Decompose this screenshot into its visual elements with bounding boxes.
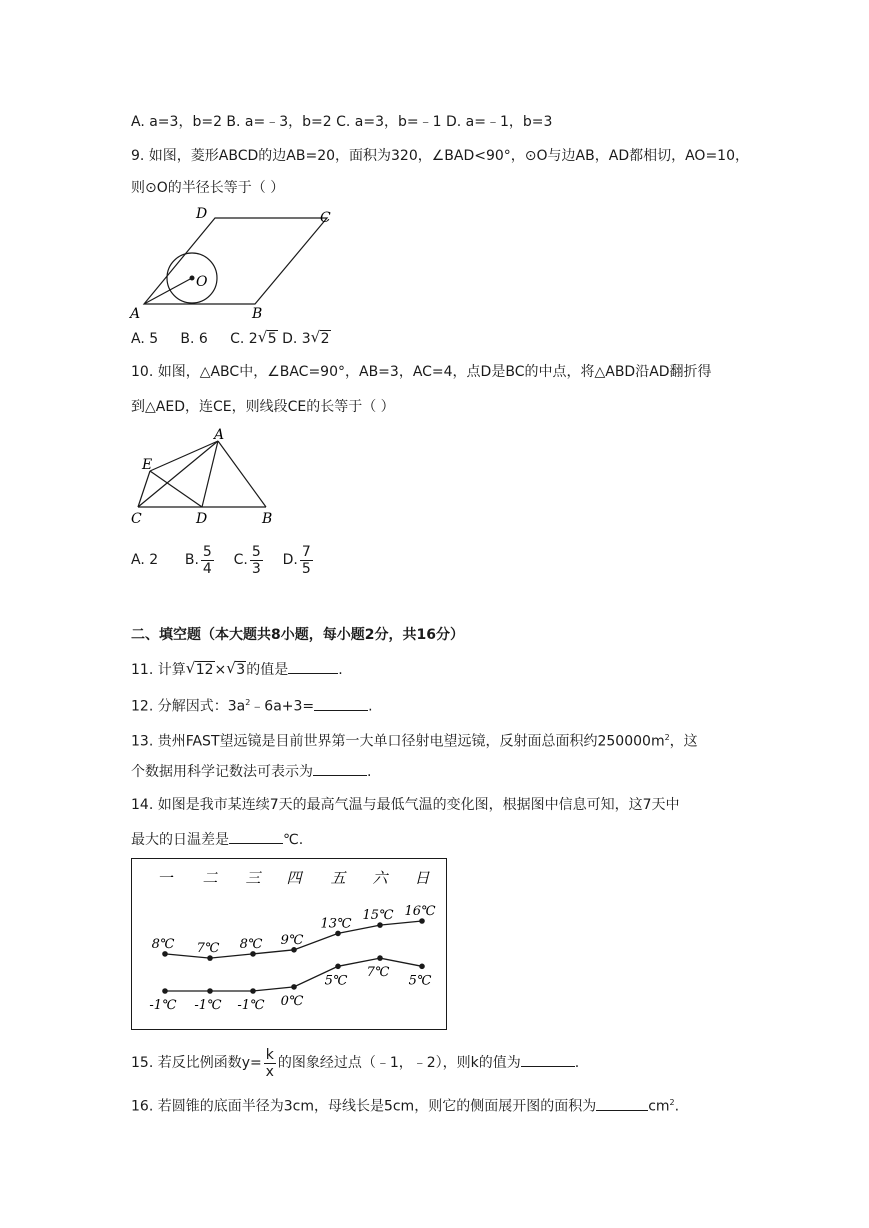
chart-data-label: 5℃ <box>324 973 348 989</box>
q9-label-A: A <box>130 306 141 322</box>
chart-data-label: 7℃ <box>366 965 390 981</box>
chart-point <box>207 955 213 961</box>
chart-day-label: 二 <box>202 869 218 887</box>
q16-answer-blank[interactable] <box>596 1096 648 1111</box>
q10-option-a: A. 2 <box>131 552 159 568</box>
q10-option-d: D. $\frac{7}{5}$ <box>282 543 311 577</box>
chart-data-label: 8℃ <box>151 936 175 952</box>
chart-point <box>250 951 256 957</box>
q10-option-b: B. $\frac{5}{4}$ <box>184 543 212 577</box>
chart-day-label: 四 <box>286 869 302 887</box>
q9-option-b: B. 6 <box>180 331 208 347</box>
chart-data-label: 13℃ <box>320 916 352 932</box>
q9-rhombus-figure <box>128 202 348 322</box>
chart-point <box>335 964 341 970</box>
q13-line1: 13. 贵州FAST望远镜是目前世界第一大单口径射电望远镜，反射面总面积约$250000m^2$，这 <box>131 733 698 750</box>
chart-data-label: 8℃ <box>239 936 263 952</box>
chart-data-label: -1℃ <box>194 998 222 1013</box>
q12-answer-blank[interactable] <box>314 696 368 711</box>
q10-label-A: A <box>214 427 225 443</box>
q10-triangle-figure <box>128 425 288 530</box>
q15: 15. 若反比例函数y= $\frac{k}{x}$ 的图象经过点（﹣1，﹣2），则k的值为 . <box>131 1046 580 1080</box>
temperature-chart <box>131 858 447 1030</box>
chart-day-label: 五 <box>330 869 346 887</box>
q9-label-D: D <box>196 206 208 222</box>
chart-data-label: 15℃ <box>362 908 394 924</box>
q11-answer-blank[interactable] <box>288 659 338 674</box>
temperature-chart-svg <box>132 859 446 1029</box>
chart-data-label: -1℃ <box>237 998 265 1013</box>
chart-point <box>335 931 341 937</box>
q9-options <box>131 329 331 349</box>
chart-point <box>377 955 383 961</box>
q15-answer-blank[interactable] <box>521 1052 575 1067</box>
q10-label-D: D <box>196 511 208 527</box>
q9-option-d: D. 3 √ 2 <box>282 328 330 347</box>
q10-label-B: B <box>262 511 273 527</box>
q12: 12. 分解因式：$3a^2﹣6a+3=$ . <box>131 693 373 717</box>
q10-label-C: C <box>131 511 142 527</box>
q9-stem-line1: 9. 如图，菱形ABCD的边AB=20，面积为320，∠BAD<90°，⊙O与边AB，AD都相切，AO=10， <box>131 148 749 164</box>
q13-line2: 个数据用科学记数法可表示为 . <box>131 761 371 782</box>
q9-label-B: B <box>252 306 263 322</box>
chart-point <box>377 922 383 928</box>
section2-title: 二、填空题（本大题共8小题，每小题2分，共16分） <box>131 627 464 643</box>
chart-point <box>162 951 168 957</box>
q8-options: A. a=3，b=2 B. a=﹣3，b=2 C. a=3，b=﹣1 D. a=﹣1，b=3 <box>131 114 553 130</box>
chart-day-label: 六 <box>372 869 388 887</box>
chart-data-label: 16℃ <box>404 904 436 919</box>
q13-answer-blank[interactable] <box>313 761 367 776</box>
q9-option-a: A. 5 <box>131 331 159 347</box>
chart-data-label: 7℃ <box>196 941 220 957</box>
q9-label-O: O <box>196 274 208 290</box>
q10-options <box>131 543 315 577</box>
chart-day-label: 日 <box>414 869 430 887</box>
q9-stem-line2: 则⊙O的半径长等于（ ） <box>131 180 285 196</box>
q16: 16. 若圆锥的底面半径为3cm，母线长是5cm，则它的侧面展开图的面积为 $cm^2$. <box>131 1093 679 1117</box>
chart-point <box>291 947 297 953</box>
q10-label-E: E <box>142 457 153 473</box>
chart-point <box>207 988 213 994</box>
chart-point <box>419 918 425 924</box>
q14-line2: 最大的日温差是 ℃. <box>131 829 303 850</box>
chart-data-label: 5℃ <box>408 973 432 989</box>
chart-day-label: 一 <box>157 869 173 887</box>
chart-point <box>291 984 297 990</box>
q9-label-C: C <box>320 210 331 226</box>
chart-point <box>162 988 168 994</box>
q14-answer-blank[interactable] <box>229 829 283 844</box>
q10-stem-line1: 10. 如图，△ABC中，∠BAC=90°，AB=3，AC=4，点D是BC的中点，将△ABD沿AD翻折得 <box>131 364 712 380</box>
chart-data-label: -1℃ <box>149 998 177 1013</box>
chart-point <box>419 964 425 970</box>
q10-option-c: C. $\frac{5}{3}$ <box>233 543 261 577</box>
q9-option-c: C. 2 √ 5 <box>230 328 277 347</box>
chart-data-label: 9℃ <box>280 932 304 948</box>
chart-point <box>250 988 256 994</box>
q14-line1: 14. 如图是我市某连续7天的最高气温与最低气温的变化图，根据图中信息可知，这7天中 <box>131 797 680 813</box>
q11: 11. 计算 √ 12× √ 3的值是 . <box>131 659 343 678</box>
chart-data-label: 0℃ <box>280 993 304 1009</box>
chart-day-label: 三 <box>245 869 261 887</box>
q10-stem-line2: 到△AED，连CE，则线段CE的长等于（ ） <box>131 399 395 415</box>
